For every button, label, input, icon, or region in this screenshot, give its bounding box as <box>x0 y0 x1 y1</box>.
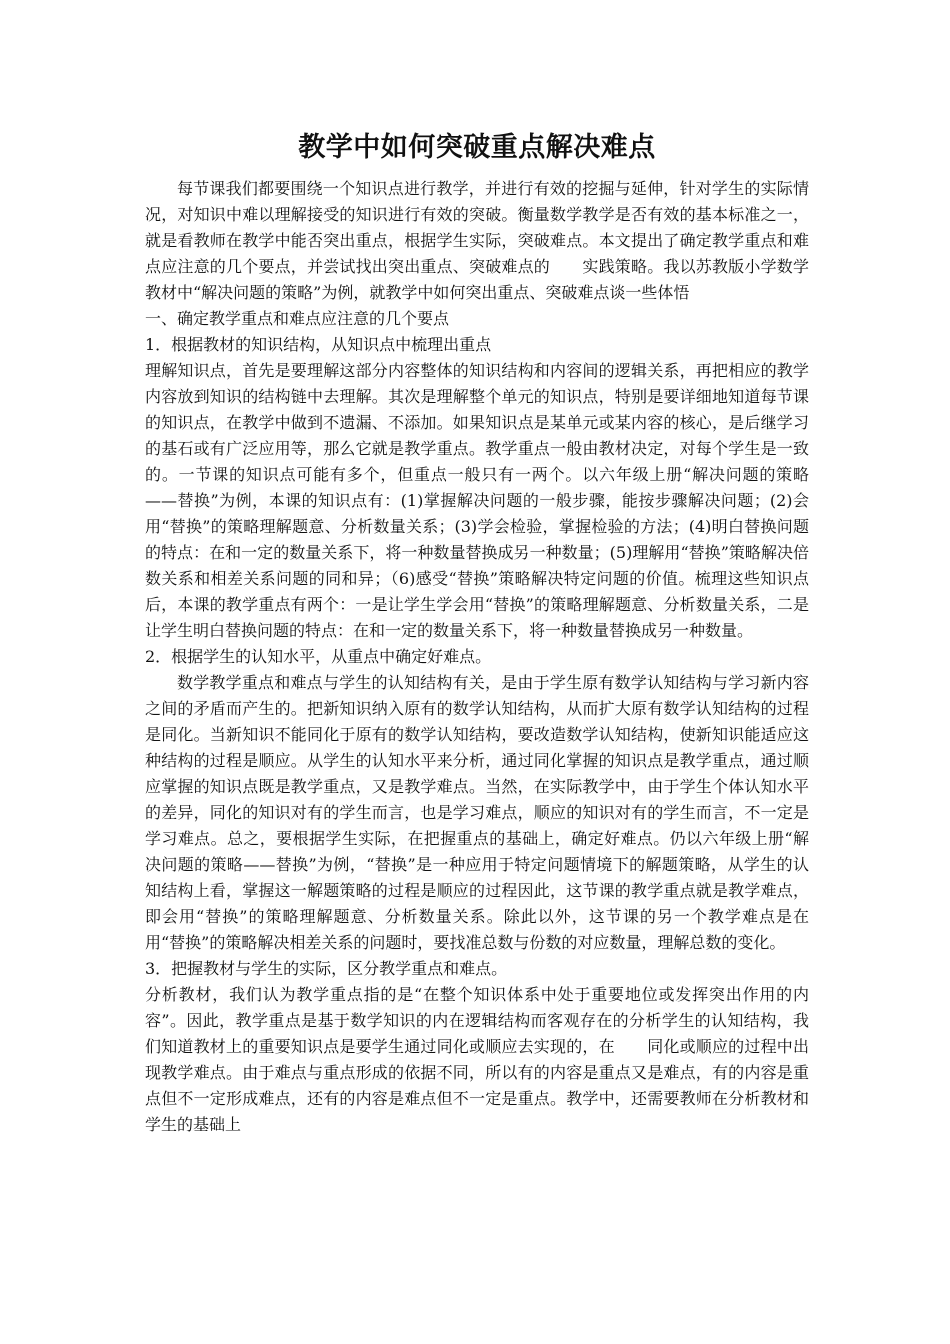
point-heading-1: 1．根据教材的知识结构，从知识点中梳理出重点 <box>145 335 492 354</box>
document-title: 教学中如何突破重点解决难点 <box>298 132 656 163</box>
intro-paragraph: 每节课我们都要围绕一个知识点进行教学，并进行有效的挖掘与延伸，针对学生的实际情况，对知识中难以理解接受的知识进行有效的突破。衡量数学教学是否有效的基本标准之一，就是看教师在教学中能否突出重点，根据学生实际，突破难点。本文提出了确定教学重点和难点应注意的几个要点，并尝试找出突出重点、突破难点的 实践策略。我以苏教版小学数学教材中“解决问题的策略”为例，就教学中如何突出重点、突破难点谈一些体悟 <box>145 179 809 302</box>
point-body-1: 理解知识点，首先是要理解这部分内容整体的知识结构和内容间的逻辑关系，再把相应的教学内容放到知识的结构链中去理解。其次是理解整个单元的知识点，特别是要详细地知道每节课的知识点，在教学中做到不遗漏、不添加。如果知识点是某单元或某内容的核心，是后继学习的基石或有广泛应用等，那么它就是教学重点。教学重点一般由教材决定，对每个学生是一致的。一节课的知识点可能有多个，但重点一般只有一两个。以六年级上册“解决问题的策略——替换”为例，本课的知识点有：(1)掌握解决问题的一般步骤，能按步骤解决问题；(2)会用“替换”的策略理解题意、分析数量关系；(3)学会检验，掌握检验的方法；(4)明白替换问题的特点：在和一定的数量关系下，将一种数量替换成另一种数量；(5)理解用“替换”策略解决倍数关系和相差关系问题的同和异；（6)感受“替换”策略解决特定问题的价值。梳理这些知识点后，本课的教学重点有两个：一是让学生学会用“替换”的策略理解题意、分析数量关系，二是让学生明白替换问题的特点：在和一定的数量关系下，将一种数量替换成另一种数量。 <box>145 361 809 640</box>
point-heading-3: 3．把握教材与学生的实际，区分教学重点和难点。 <box>145 959 508 978</box>
point-body-3: 分析教材，我们认为教学重点指的是“在整个知识体系中处于重要地位或发挥突出作用的内容”。因此，教学重点是基于数学知识的内在逻辑结构而客观存在的分析学生的认知结构，我们知道教材上的重要知识点是要学生通过同化或顺应去实现的，在 同化或顺应的过程中出现教学难点。由于难点与重点形成的依据不同，所以有的内容是重点又是难点，有的内容是重点但不一定形成难点，还有的内容是难点但不一定是重点。教学中，还需要教师在分析教材和学生的基础上 <box>145 985 809 1134</box>
point-body-2: 数学教学重点和难点与学生的认知结构有关，是由于学生原有数学认知结构与学习新内容之间的矛盾而产生的。把新知识纳入原有的数学认知结构，从而扩大原有数学认知结构的过程是同化。当新知识不能同化于原有的数学认知结构，要改造数学认知结构，使新知识能适应这种结构的过程是顺应。从学生的认知水平来分析，通过同化掌握的知识点是教学重点，通过顺应掌握的知识点既是教学重点，又是教学难点。当然，在实际教学中，由于学生个体认知水平的差异，同化的知识对有的学生而言，也是学习难点，顺应的知识对有的学生而言，不一定是学习难点。总之，要根据学生实际，在把握重点的基础上，确定好难点。仍以六年级上册“解决问题的策略——替换”为例，“替换”是一种应用于特定问题情境下的解题策略，从学生的认知结构上看，掌握这一解题策略的过程是顺应的过程因此，这节课的教学重点就是教学难点，即会用“替换”的策略理解题意、分析数量关系。除此以外，这节课的另一个教学难点是在用“替换”的策略解决相差关系的问题时，要找准总数与份数的对应数量，理解总数的变化。 <box>145 673 809 952</box>
section-heading-1: 一、确定教学重点和难点应注意的几个要点 <box>145 309 450 328</box>
document-body <box>145 128 809 1138</box>
point-heading-2: 2．根据学生的认知水平，从重点中确定好难点。 <box>145 647 492 666</box>
